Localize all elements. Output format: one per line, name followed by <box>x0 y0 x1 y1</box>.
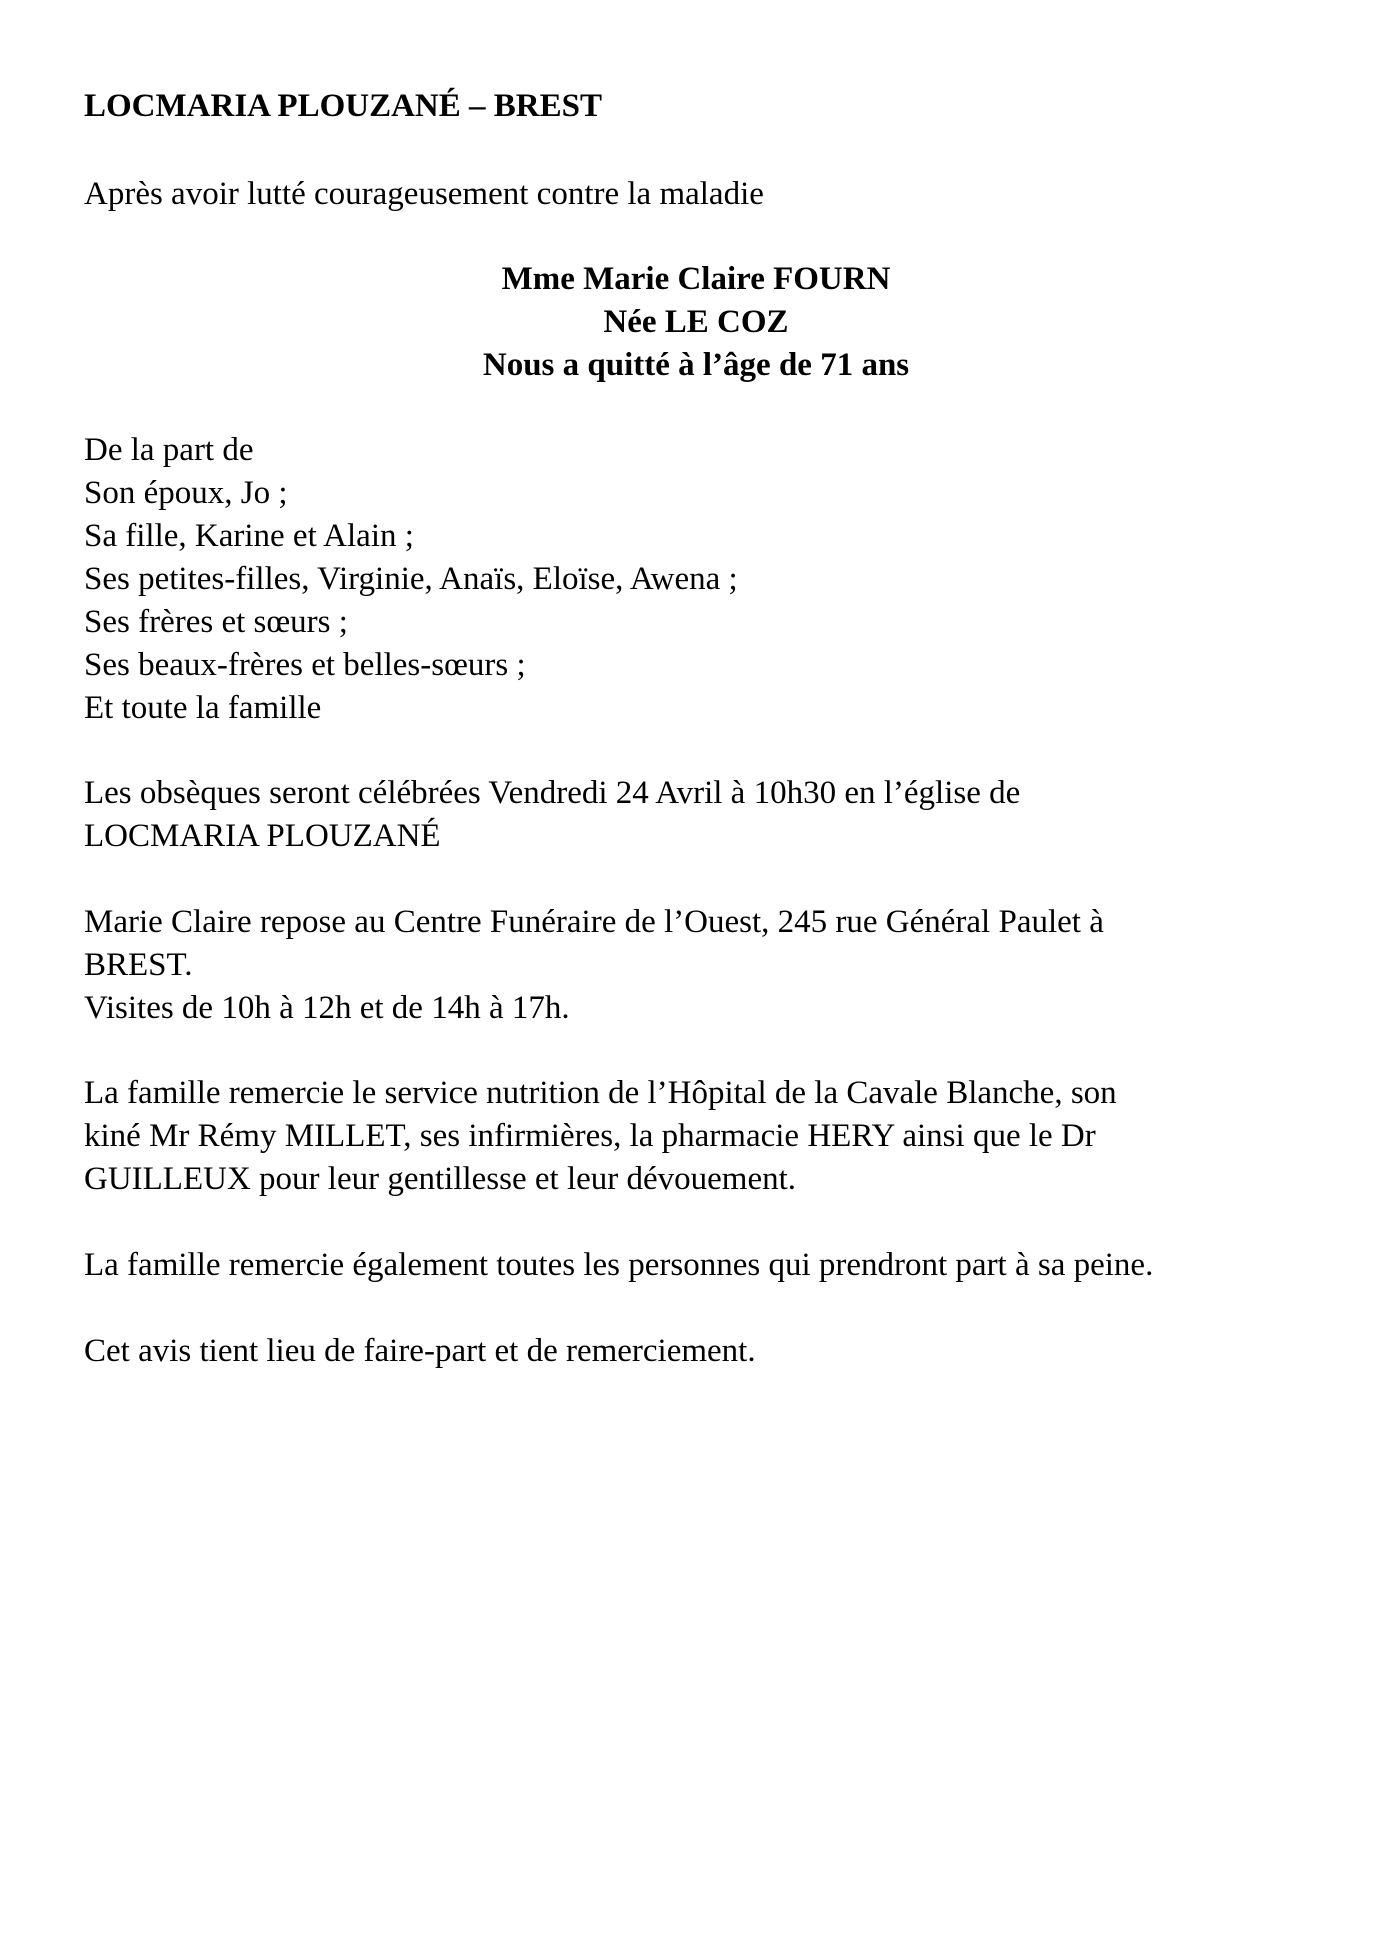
family-member: Ses petites-filles, Virginie, Anaïs, Eloïse, Awena ; <box>84 561 738 597</box>
thanks-line: GUILLEUX pour leur gentillesse et leur dévouement. <box>84 1161 797 1197</box>
funeral-info-line: Les obsèques seront célébrées Vendredi 24 Avril à 10h30 en l’église de <box>84 775 1021 811</box>
family-member: Et toute la famille <box>84 690 322 726</box>
family-member: Sa fille, Karine et Alain ; <box>84 518 414 554</box>
intro-text: Après avoir lutté courageusement contre la maladie <box>84 176 764 212</box>
thanks-all-line: La famille remercie également toutes les personnes qui prendront part à sa peine. <box>84 1247 1154 1283</box>
page-title: LOCMARIA PLOUZANÉ – BREST <box>84 88 602 124</box>
thanks-line: La famille remercie le service nutrition de l’Hôpital de la Cavale Blanche, son <box>84 1075 1117 1111</box>
family-member: Son époux, Jo ; <box>84 475 288 511</box>
thanks-line: kiné Mr Rémy MILLET, ses infirmières, la pharmacie HERY ainsi que le Dr <box>84 1118 1096 1154</box>
rest-place-line: Marie Claire repose au Centre Funéraire de l’Ouest, 245 rue Général Paulet à <box>84 904 1104 940</box>
rest-place-line: BREST. <box>84 947 193 983</box>
deceased-age-line: Nous a quitté à l’âge de 71 ans <box>482 347 910 383</box>
family-member: Ses frères et sœurs ; <box>84 604 348 640</box>
visiting-hours: Visites de 10h à 12h et de 14h à 17h. <box>84 990 570 1026</box>
funeral-info-line: LOCMARIA PLOUZANÉ <box>84 818 441 854</box>
deceased-maiden-name: Née LE COZ <box>603 304 789 340</box>
deceased-name: Mme Marie Claire FOURN <box>501 261 891 297</box>
family-intro: De la part de <box>84 432 254 468</box>
closing-line: Cet avis tient lieu de faire-part et de remerciement. <box>84 1333 756 1369</box>
family-member: Ses beaux-frères et belles-sœurs ; <box>84 647 526 683</box>
